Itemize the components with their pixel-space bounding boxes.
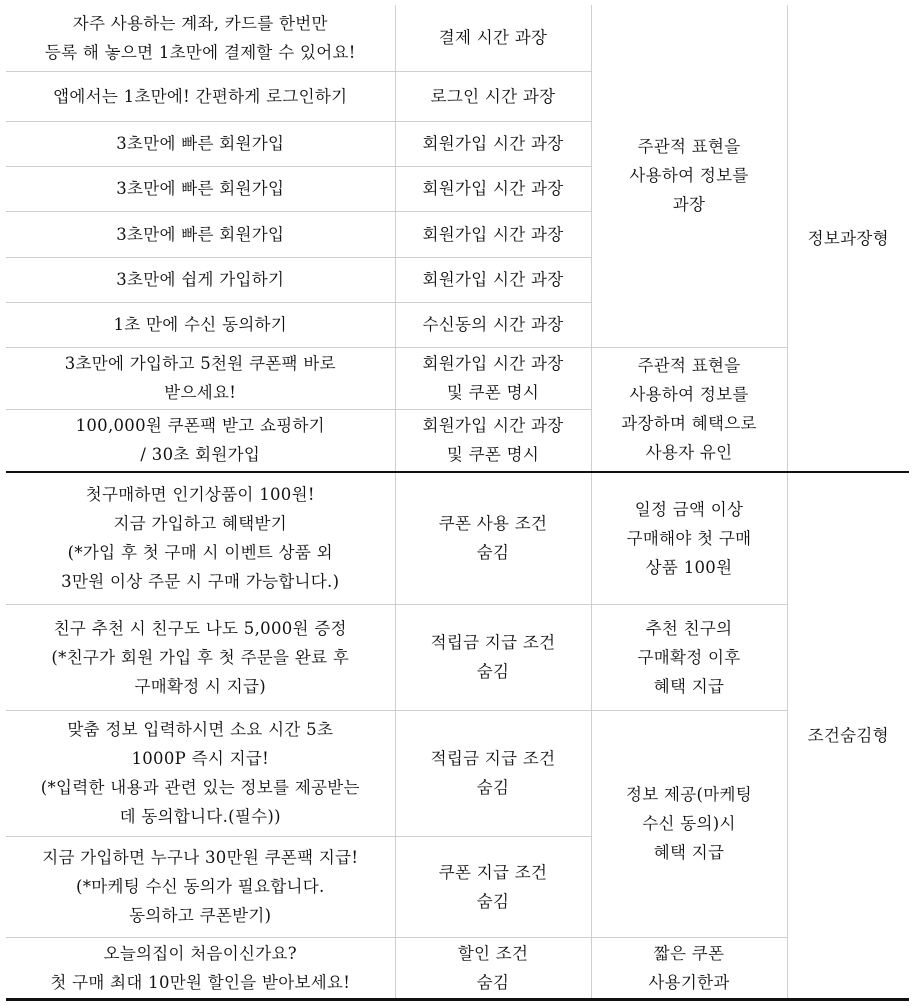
ad-text-cell: 3초만에 가입하고 5천원 쿠폰팩 바로 받으세요! bbox=[6, 347, 395, 409]
type-cell: 정보과장형 bbox=[787, 5, 909, 472]
ad-text-cell: 친구 추천 시 친구도 나도 5,000원 증정 (*친구가 회원 가입 후 첫 주문을 완료 후 구매확정 시 지급) bbox=[6, 604, 395, 710]
ad-text-cell: 3초만에 빠른 회원가입 bbox=[6, 211, 395, 257]
issue-cell: 회원가입 시간 과장 및 쿠폰 명시 bbox=[395, 409, 591, 472]
ad-text-cell: 첫구매하면 인기상품이 100원! 지금 가입하고 혜택받기 (*가입 후 첫 구매 시 이벤트 상품 외 3만원 이상 주문 시 구매 가능합니다.) bbox=[6, 472, 395, 604]
issue-cell: 회원가입 시간 과장 bbox=[395, 257, 591, 302]
issue-cell: 수신동의 시간 과장 bbox=[395, 302, 591, 347]
ad-text-cell: 3초만에 빠른 회원가입 bbox=[6, 121, 395, 166]
issue-cell: 회원가입 시간 과장 bbox=[395, 211, 591, 257]
issue-cell: 회원가입 시간 과장 및 쿠폰 명시 bbox=[395, 347, 591, 409]
ad-text-cell: 1초 만에 수신 동의하기 bbox=[6, 302, 395, 347]
issue-cell: 회원가입 시간 과장 bbox=[395, 121, 591, 166]
reason-cell: 주관적 표현을 사용하여 정보를 과장 bbox=[591, 5, 787, 347]
ad-text-cell: 3초만에 쉽게 가입하기 bbox=[6, 257, 395, 302]
issue-cell: 결제 시간 과장 bbox=[395, 5, 591, 71]
ad-text-cell: 100,000원 쿠폰팩 받고 쇼핑하기 / 30초 회원가입 bbox=[6, 409, 395, 472]
ad-text-cell: 맞춤 정보 입력하시면 소요 시간 5초 1000P 즉시 지급! (*입력한 내용과 관련 있는 정보를 제공받는 데 동의합니다.(필수)) bbox=[6, 710, 395, 836]
table-row bbox=[6, 472, 909, 604]
issue-cell: 할인 조건 숨김 bbox=[395, 937, 591, 999]
ad-text-cell: 자주 사용하는 계좌, 카드를 한번만 등록 해 놓으면 1초만에 결제할 수 있어요! bbox=[6, 5, 395, 71]
table-row bbox=[6, 347, 909, 409]
ad-text-cell: 3초만에 빠른 회원가입 bbox=[6, 166, 395, 211]
issue-cell: 적립금 지급 조건 숨김 bbox=[395, 604, 591, 710]
table-row bbox=[6, 5, 909, 71]
type-cell: 조건숨김형 bbox=[787, 472, 909, 999]
table-row bbox=[6, 604, 909, 710]
reason-cell: 주관적 표현을 사용하여 정보를 과장하며 혜택으로 사용자 유인 bbox=[591, 347, 787, 472]
ad-text-cell: 앱에서는 1초만에! 간편하게 로그인하기 bbox=[6, 71, 395, 121]
reason-cell: 일정 금액 이상 구매해야 첫 구매 상품 100원 bbox=[591, 472, 787, 604]
table-row bbox=[6, 710, 909, 836]
dark-pattern-table bbox=[6, 5, 909, 1001]
issue-cell: 쿠폰 사용 조건 숨김 bbox=[395, 472, 591, 604]
issue-cell: 로그인 시간 과장 bbox=[395, 71, 591, 121]
reason-cell: 추천 친구의 구매확정 이후 혜택 지급 bbox=[591, 604, 787, 710]
ad-text-cell: 지금 가입하면 누구나 30만원 쿠폰팩 지급! (*마케팅 수신 동의가 필요합니다. 동의하고 쿠폰받기) bbox=[6, 836, 395, 937]
table-row bbox=[6, 937, 909, 999]
issue-cell: 쿠폰 지급 조건 숨김 bbox=[395, 836, 591, 937]
issue-cell: 적립금 지급 조건 숨김 bbox=[395, 710, 591, 836]
ad-text-cell: 오늘의집이 처음이신가요? 첫 구매 최대 10만원 할인을 받아보세요! bbox=[6, 937, 395, 999]
issue-cell: 회원가입 시간 과장 bbox=[395, 166, 591, 211]
reason-cell: 정보 제공(마케팅 수신 동의)시 혜택 지급 bbox=[591, 710, 787, 937]
reason-cell: 짧은 쿠폰 사용기한과 bbox=[591, 937, 787, 999]
